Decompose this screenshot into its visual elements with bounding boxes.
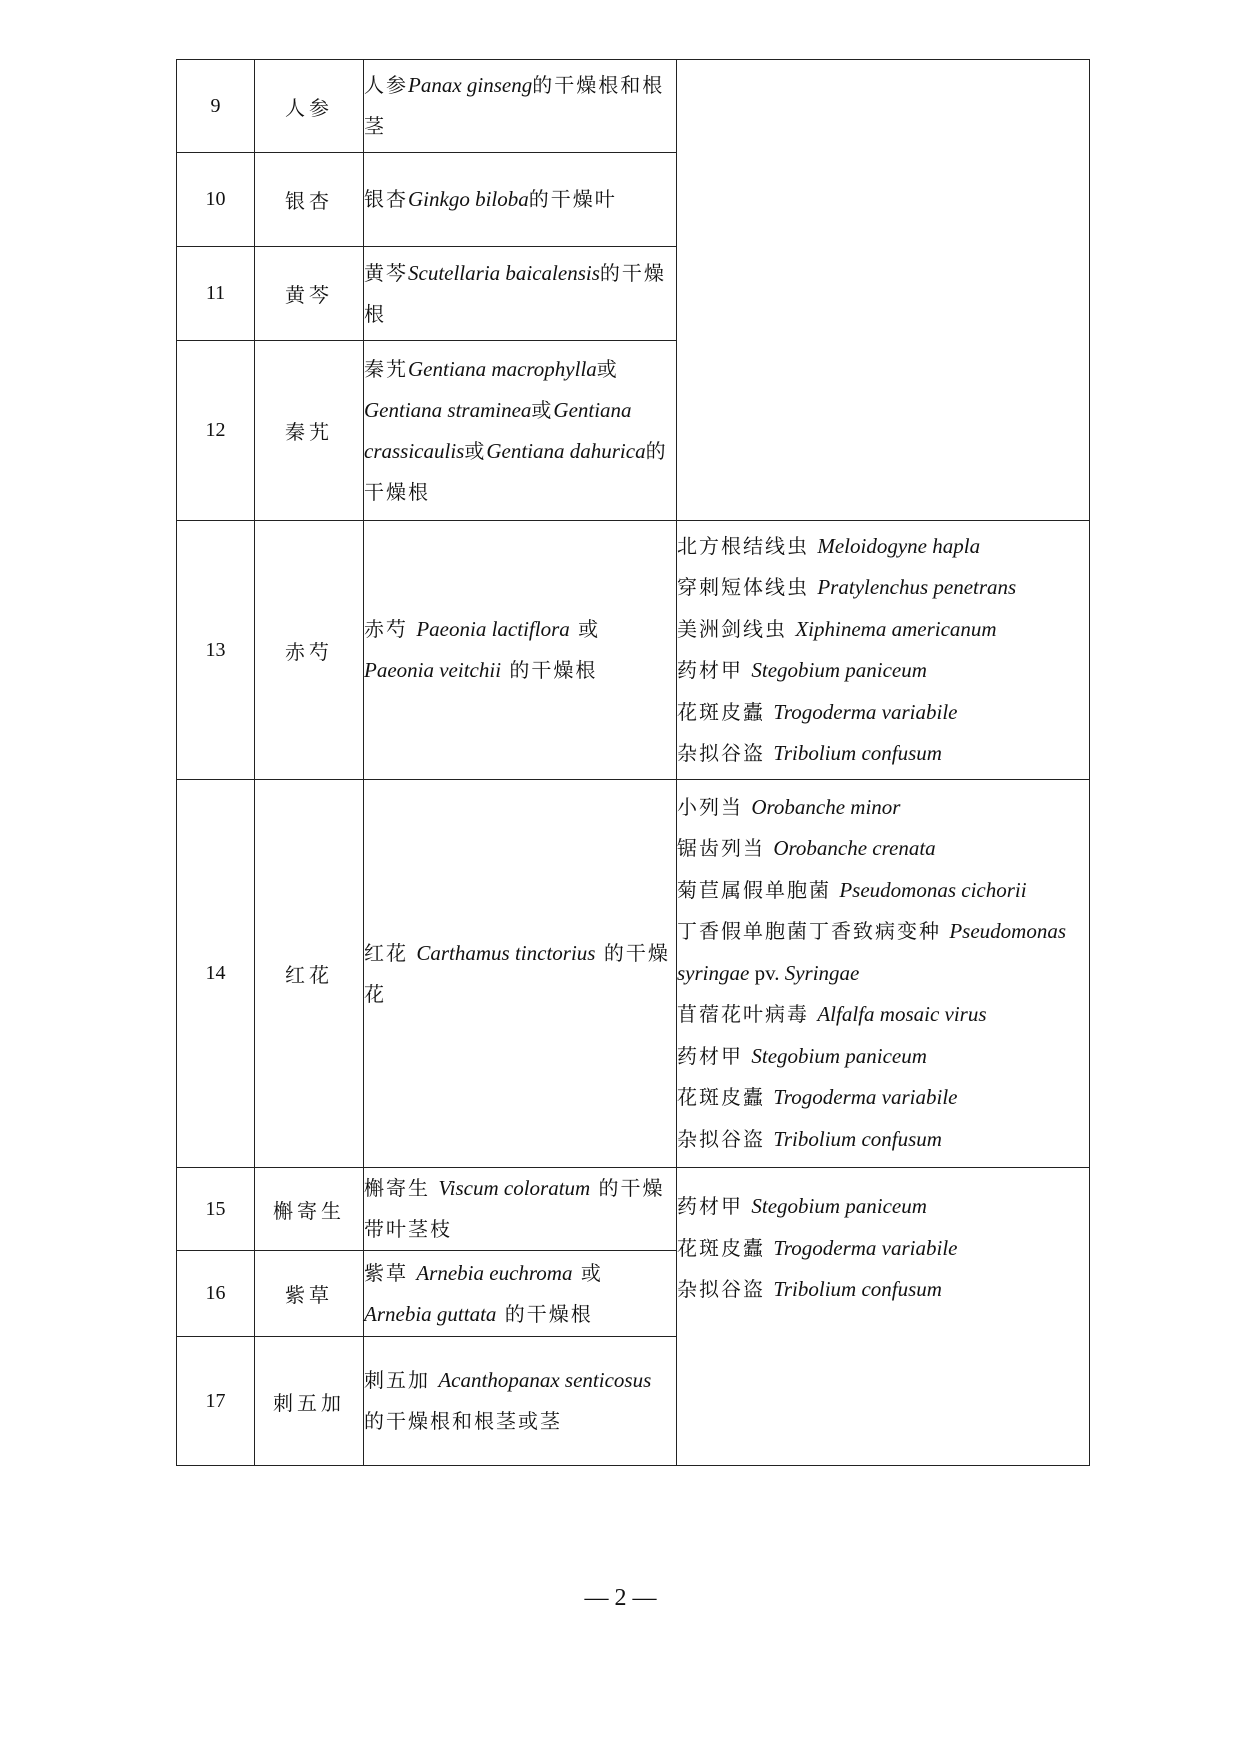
latin-name: Gentiana crassicaulis	[364, 397, 632, 463]
herb-name: 紫草	[255, 1251, 364, 1337]
latin-name: Gentiana macrophylla	[408, 356, 597, 381]
latin-name: Viscum coloratum	[438, 1176, 591, 1200]
text-run: 花斑皮蠹	[677, 699, 774, 724]
latin-name: Arnebia guttata	[364, 1301, 497, 1326]
text-run: 美洲剑线虫	[677, 616, 796, 641]
latin-name: Trogoderma variabile	[773, 699, 958, 724]
text-run: 或	[464, 438, 487, 463]
latin-name: Orobanche minor	[751, 794, 901, 819]
latin-name: Meloidogyne hapla	[817, 533, 981, 558]
herb-description	[364, 247, 677, 341]
latin-name: Stegobium paniceum	[751, 658, 927, 682]
latin-name: Xiphinema americanum	[795, 616, 997, 641]
page-number: — 2 —	[584, 1585, 657, 1611]
text-run: 人参	[364, 73, 408, 97]
pest-entry	[677, 733, 1089, 775]
pest-entry	[677, 828, 1089, 870]
latin-name: Gentiana straminea	[364, 397, 532, 422]
herb-description	[364, 153, 677, 247]
text-run: 花斑皮蠹	[677, 1235, 774, 1260]
text-run: 的干燥根和根茎	[364, 73, 665, 138]
text-run: 的干燥根和根茎或茎	[364, 1409, 562, 1433]
row-number: 17	[177, 1337, 255, 1466]
latin-name: Paeonia lactiflora	[416, 617, 570, 641]
pest-entry	[677, 1036, 1089, 1078]
herb-name: 银杏	[255, 153, 364, 247]
text-run: 锯齿列当	[677, 836, 774, 861]
herb-name: 人参	[255, 60, 364, 153]
quarantine-table	[176, 59, 1090, 1466]
pest-list	[677, 521, 1090, 780]
latin-name: Paeonia veitchii	[364, 658, 502, 682]
herb-description	[364, 1251, 677, 1337]
herb-name: 黄芩	[255, 247, 364, 341]
text-run: 杂拟谷盗	[677, 1277, 774, 1301]
text-run: 杂拟谷盗	[677, 741, 774, 765]
text-run: 的干燥根	[496, 1301, 593, 1326]
latin-name: Panax ginseng	[408, 73, 533, 97]
text-run: 花斑皮蠹	[677, 1085, 774, 1110]
latin-name: Stegobium paniceum	[751, 1194, 927, 1218]
pest-entry	[677, 1119, 1089, 1161]
text-run: 的干燥花	[364, 940, 670, 1006]
latin-name: Scutellaria baicalensis	[408, 260, 600, 285]
text-run: 杂拟谷盗	[677, 1126, 774, 1151]
table-row	[177, 60, 1090, 153]
herb-description	[364, 521, 677, 780]
text-run: 银杏	[364, 187, 408, 211]
latin-name: Trogoderma variabile	[773, 1085, 958, 1110]
text-run: 紫草	[364, 1260, 417, 1285]
pest-entry	[677, 650, 1089, 692]
herb-description	[364, 1337, 677, 1466]
text-run: pv.	[749, 960, 785, 985]
pest-entry	[677, 609, 1089, 651]
text-run: 刺五加	[364, 1368, 439, 1392]
table-row	[177, 780, 1090, 1168]
pest-entry	[677, 870, 1089, 912]
latin-name: Tribolium confusum	[773, 1277, 942, 1301]
text-run: 菊苣属假单胞菌	[677, 877, 840, 902]
text-run: 的干燥根	[364, 260, 666, 326]
latin-name: Acanthopanax senticosus	[438, 1368, 652, 1392]
herb-description	[364, 780, 677, 1168]
row-number: 9	[177, 60, 255, 153]
pest-entry	[677, 994, 1089, 1036]
latin-name: syringae	[677, 960, 750, 985]
text-run: 或	[572, 1260, 603, 1285]
text-run: 黄芩	[364, 260, 408, 285]
latin-name: Pseudomonas	[949, 919, 1067, 944]
pest-entry	[677, 526, 1089, 568]
row-number: 10	[177, 153, 255, 247]
latin-name: Gentiana dahurica	[486, 438, 646, 463]
row-number: 11	[177, 247, 255, 341]
latin-name: Tribolium confusum	[773, 1126, 942, 1151]
text-run: 药材甲	[677, 658, 752, 682]
latin-name: Trogoderma variabile	[773, 1235, 958, 1260]
pest-entry	[677, 1228, 1089, 1270]
pest-cell-empty	[677, 60, 1090, 521]
text-run: 的干燥叶	[528, 187, 617, 211]
pest-entry	[677, 953, 1089, 995]
text-run: 赤芍	[364, 617, 417, 641]
text-run: 苜蓿花叶病毒	[677, 1002, 818, 1027]
latin-name: Pseudomonas cichorii	[839, 877, 1027, 902]
herb-description	[364, 60, 677, 153]
latin-name: Tribolium confusum	[773, 741, 942, 765]
herb-description	[364, 1168, 677, 1251]
herb-name: 赤芍	[255, 521, 364, 780]
text-run: 穿刺短体线虫	[677, 575, 818, 599]
text-run: 槲寄生	[364, 1176, 439, 1200]
text-run: 小列当	[677, 794, 752, 819]
herb-description	[364, 341, 677, 521]
table-row	[177, 521, 1090, 780]
text-run: 红花	[364, 940, 417, 965]
table-row	[177, 1168, 1090, 1251]
row-number: 15	[177, 1168, 255, 1251]
latin-name: Pratylenchus penetrans	[817, 575, 1017, 599]
latin-name: Alfalfa mosaic virus	[817, 1002, 987, 1027]
latin-name: Carthamus tinctorius	[416, 940, 596, 965]
pest-entry	[677, 567, 1089, 609]
pest-list	[677, 1168, 1090, 1466]
herb-name: 红花	[255, 780, 364, 1168]
latin-name: Ginkgo biloba	[408, 187, 529, 211]
row-number: 16	[177, 1251, 255, 1337]
pest-entry	[677, 1186, 1089, 1228]
text-run: 或	[531, 397, 554, 422]
text-run: 药材甲	[677, 1194, 752, 1218]
row-number: 12	[177, 341, 255, 521]
text-run: 或	[569, 617, 601, 641]
herb-name: 刺五加	[255, 1337, 364, 1466]
pest-entry	[677, 1077, 1089, 1119]
latin-name: Stegobium paniceum	[751, 1043, 927, 1068]
text-run: 的干燥根	[364, 438, 668, 504]
latin-name: Orobanche crenata	[773, 836, 936, 861]
pest-entry	[677, 787, 1089, 829]
herb-name: 槲寄生	[255, 1168, 364, 1251]
text-run: 的干燥带叶茎枝	[364, 1176, 665, 1241]
pest-entry	[677, 692, 1089, 734]
text-run: 丁香假单胞菌丁香致病变种	[677, 919, 950, 944]
pest-entry	[677, 1269, 1089, 1311]
row-number: 13	[177, 521, 255, 780]
text-run: 秦艽	[364, 356, 408, 381]
pest-entry	[677, 911, 1089, 953]
text-run: 药材甲	[677, 1043, 752, 1068]
row-number: 14	[177, 780, 255, 1168]
text-run: 北方根结线虫	[677, 533, 818, 558]
pest-list	[677, 780, 1090, 1168]
herb-name: 秦艽	[255, 341, 364, 521]
text-run: 的干燥根	[501, 658, 598, 682]
latin-name: Syringae	[784, 960, 860, 985]
text-run: 或	[596, 356, 619, 381]
latin-name: Arnebia euchroma	[416, 1260, 573, 1285]
